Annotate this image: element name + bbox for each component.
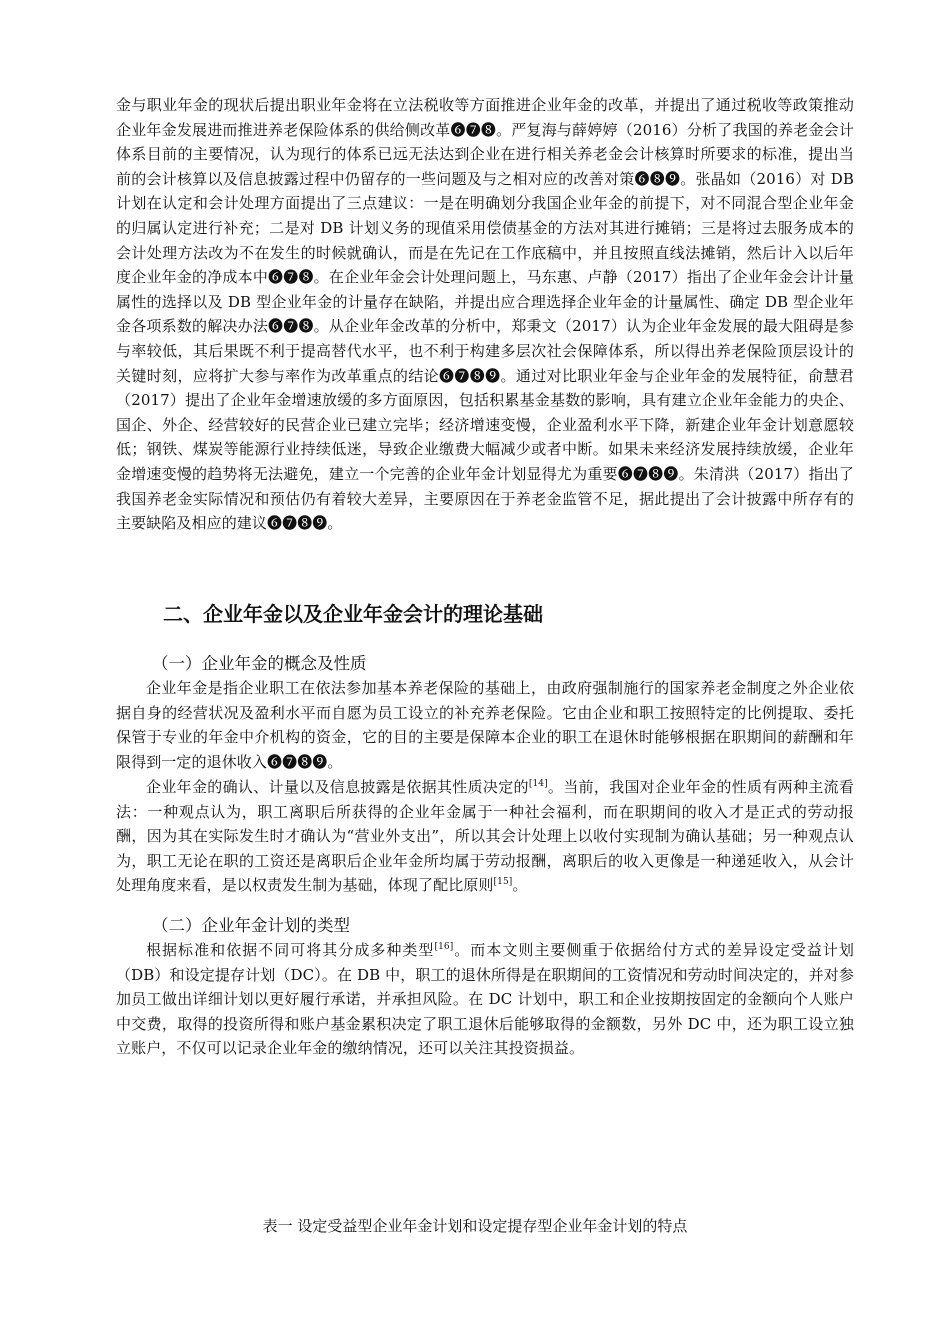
subsection-heading-concept: （一）企业年金的概念及性质 <box>152 654 367 673</box>
citation-ref: [15] <box>493 877 513 888</box>
nature-text-b: 。当前，我国对企业年金的性质有两种主流看法：一种观点认为，职工离职后所获得的企业年金属于一种社会福利，而在职期间的收入才是正式的劳动报酬，因为其在实际发生时才确认为“营业外支出”，所以其会计处理上以收付实现制为确认基础；另一种观点认为，职工无论在职的工资还是离职后企业年金所均属于劳动报酬，离职后的收入更像是一种递延收入，从会计处理角度来看，是以权责发生制为基础，体现了配比原则 <box>116 778 854 895</box>
table-caption: 表一 设定受益型企业年金计划和设定提存型企业年金计划的特点 <box>262 1217 688 1235</box>
types-text-b: 。而本文则主要侧重于依据给付方式的差异设定受益计划（DB）和设定提存计划（DC）。在 DB 中，职工的退休所得是在职期间的工资情况和劳动时间决定的，并对参加员工做出详细计划以更好履行承诺，并承担风险。在 DC 计划中，职工和企业按期按固定的金额向个人账户中交费，取得的投资所得和账户基金累积决定了职工退休后能够取得的金额数，另外 DC 中，还为职工设立独立账户，不仅可以记录企业年金的缴纳情况，还可以关注其投资损益。 <box>116 941 854 1058</box>
body-paragraph-types <box>116 938 854 1061</box>
types-text-a: 根据标准和依据不同可将其分成多种类型 <box>146 941 435 959</box>
citation-ref: [16] <box>434 942 454 952</box>
body-paragraph-literature-review: 金与职业年金的现状后提出职业年金将在立法税收等方面推进企业年金的改革，并提出了通过税收等政策推动企业年金发展进而推进养老保险体系的供给侧改革❻❼❽。严复海与薛婷婷（2016）分析了我国的养老金会计体系目前的主要情况，认为现行的体系已远无法达到企业在进行相关养老金会计核算时所要求的标准，提出当前的会计核算以及信息披露过程中仍留存的一些问题及与之相对应的改善对策❻❽❾。张晶如（2016）对 DB 计划在认定和会计处理方面提出了三点建议：一是在明确划分我国企业年金的前提下，对不同混合型企业年金的归属认定进行补充；二是对 DB 计划义务的现值采用偿债基金的方法对其进行摊销；三是将过去服务成本的会计处理方法改为不在发生的时候就确认，而是在先记在工作底稿中，并且按照直线法摊销，然后计入以后年度企业年金的净成本中❻❼❽。在企业年金会计处理问题上，马东惠、卢静（2017）指出了企业年金会计计量属性的选择以及 DB 型企业年金的计量存在缺陷，并提出应合理选择企业年金的计量属性、确定 DB 型企业年金各项系数的解决办法❻❼❽。从企业年金改革的分析中，郑秉文（2017）认为企业年金发展的最大阻碍是参与率较低，其后果既不利于提高替代水平，也不利于构建多层次社会保障体系，所以得出养老保险顶层设计的关键时刻，应将扩大参与率作为改革重点的结论❻❼❽❾。通过对比职业年金与企业年金的发展特征，俞慧君（2017）提出了企业年金增速放缓的多方面原因，包括积累基金基数的影响，具有建立企业年金能力的央企、国企、外企、经营较好的民营企业已建立完毕；经济增速变慢，企业盈利水平下降，新建企业年金计划意愿较低；钢铁、煤炭等能源行业持续低迷，导致企业缴费大幅减少或者中断。如果未来经济发展持续放缓，企业年金增速变慢的趋势将无法避免，建立一个完善的企业年金计划显得尤为重要❻❼❽❾。朱清洪（2017）指出了我国养老金实际情况和预估仍有着较大差异，主要原因在于养老金监管不足，据此提出了会计披露中所存有的主要缺陷及相应的建议❻❼❽❾。 <box>116 96 854 533</box>
section-heading: 二、企业年金以及企业年金会计的理论基础 <box>163 602 543 626</box>
body-paragraph-nature <box>116 775 854 898</box>
nature-text-a: 企业年金的确认、计量以及信息披露是依据其性质决定的 <box>146 778 529 796</box>
subsection-heading-types: （二）企业年金计划的类型 <box>152 916 350 935</box>
body-paragraph-concept: 企业年金是指企业职工在依法参加基本养老保险的基础上，由政府强制施行的国家养老金制度之外企业依据自身的经营状况及盈利水平而自愿为员工设立的补充养老保险。它由企业和职工按照特定的比例提取、委托保管于专业的年金中介机构的资金，它的目的主要是保障本企业的职工在退休时能够根据在职期间的薪酬和年限得到一定的退休收入❻❼❽❾。 <box>116 679 854 771</box>
citation-ref: [14] <box>528 779 548 789</box>
nature-text-c: 。 <box>512 876 528 895</box>
